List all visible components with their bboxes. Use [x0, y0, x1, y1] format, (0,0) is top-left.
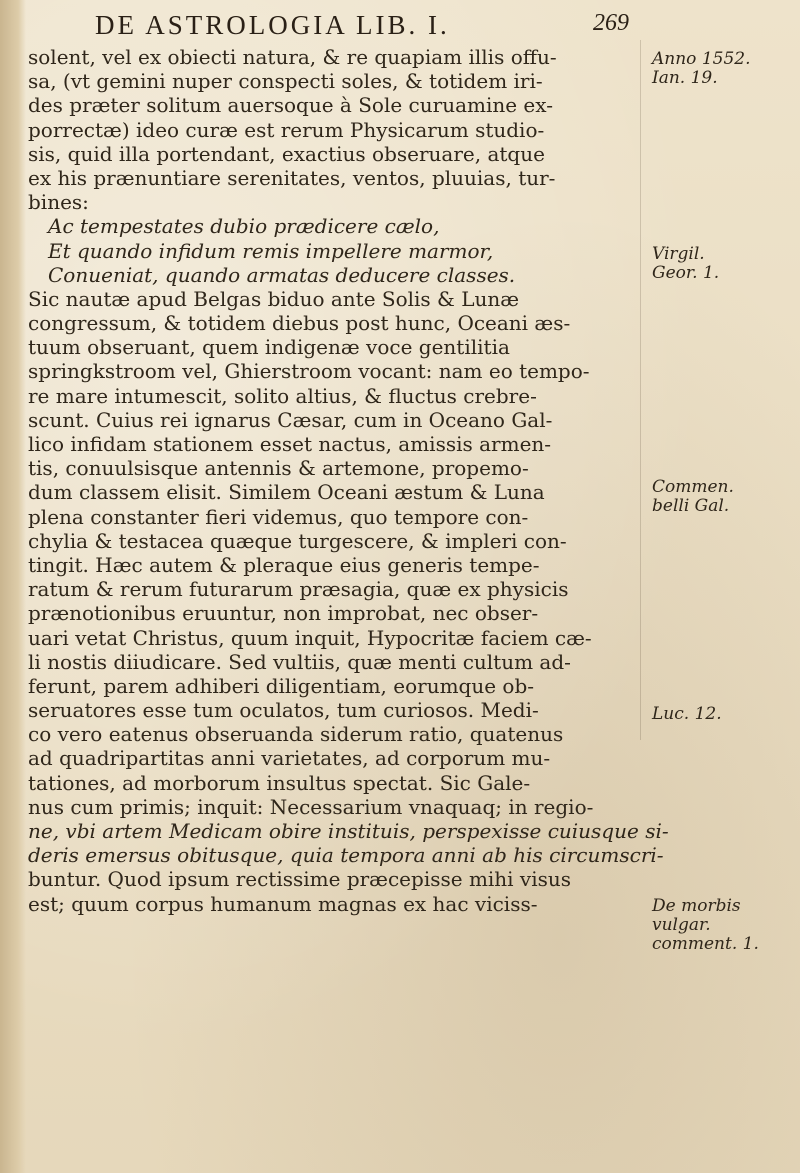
- margin-note-line: Anno 1552.: [652, 49, 751, 69]
- margin-note-line: Commen.: [652, 477, 734, 497]
- page-gutter: [0, 0, 26, 1173]
- text-line: ad quadripartitas anni varietates, ad corporum mu-: [28, 746, 551, 771]
- text-line: prænotionibus eruuntur, non improbat, nec obser-: [28, 601, 539, 626]
- body-text: [28, 45, 669, 916]
- text-line: Sic nautæ apud Belgas biduo ante Solis & Lunæ: [28, 286, 520, 311]
- text-line: buntur. Quod ipsum rectissime præcepisse mihi visus: [28, 867, 572, 892]
- text-line: co vero eatenus obseruanda siderum ratio, quatenus: [28, 722, 564, 747]
- margin-note-caesar: [652, 478, 800, 516]
- text-line: li nostis diiudicare. Sed vultiis, quæ menti cultum ad-: [28, 649, 571, 674]
- text-line: tis, conuulsisque antennis & artemone, propemo-: [28, 456, 529, 481]
- text-line: plena constanter fieri videmus, quo tempore con-: [28, 504, 529, 529]
- text-line: seruatores esse tum oculatos, tum curiosos. Medi-: [28, 698, 539, 723]
- margin-note-line: De morbis: [652, 896, 741, 916]
- text-line: sis, quid illa portendant, exactius obseruare, atque: [28, 141, 545, 166]
- text-line: bines:: [28, 190, 89, 215]
- verse-line: Conueniat, quando armatas deducere classes.: [48, 262, 516, 287]
- text-line: porrectæ) ideo curæ est rerum Physicarum studio-: [28, 117, 545, 142]
- text-line: springkstroom vel, Ghierstroom vocant: nam eo tempo-: [28, 359, 590, 384]
- text-line: ex his prænuntiare serenitates, ventos, pluuias, tur-: [28, 165, 556, 190]
- text-line: dum classem elisit. Similem Oceani æstum & Luna: [28, 480, 545, 505]
- text-line: congressum, & totidem diebus post hunc, Oceani æs-: [28, 311, 571, 336]
- text-line: ne, vbi artem Medicam obire instituis, perspexisse cuiusque si-: [28, 819, 669, 843]
- text-line: lico infidam stationem esset nactus, amissis armen-: [28, 432, 552, 456]
- margin-note-line: Geor. 1.: [652, 263, 720, 283]
- margin-note-line: vulgar.: [652, 915, 711, 935]
- text-line: sa, (vt gemini nuper conspecti soles, & totidem iri-: [28, 69, 543, 94]
- page-number: 269: [593, 10, 629, 36]
- margin-note-luke: [652, 705, 800, 724]
- margin-note-line: belli Gal.: [652, 496, 730, 516]
- verse-line: Ac tempestates dubio prædicere cælo,: [48, 214, 440, 239]
- verse-line: Et quando infidum remis impellere marmor,: [48, 238, 494, 263]
- text-line: tationes, ad morborum insultus spectat. Sic Gale-: [28, 770, 531, 795]
- text-line: deris emersus obitusque, quia tempora anni ab his circumscri-: [28, 843, 664, 868]
- text-line: ferunt, parem adhiberi diligentiam, eorumque ob-: [28, 673, 535, 698]
- margin-note-line: Luc. 12.: [652, 704, 722, 724]
- text-line: chylia & testacea quæque turgescere, & impleri con-: [28, 528, 567, 553]
- text-line: tingit. Hæc autem & pleraque eius generis tempe-: [28, 552, 540, 577]
- text-line: scunt. Cuius rei ignarus Cæsar, cum in Oceano Gal-: [28, 407, 553, 432]
- text-line: nus cum primis; inquit: Necessarium vnaquaq; in regio-: [28, 794, 594, 819]
- margin-note-line: Ian. 19.: [652, 68, 718, 88]
- margin-note-date: [652, 50, 800, 88]
- text-line: uari vetat Christus, quum inquit, Hypocritæ faciem cæ-: [28, 625, 592, 650]
- text-line: re mare intumescit, solito altius, & fluctus crebre-: [28, 383, 537, 408]
- text-line: tuum obseruant, quem indigenæ voce gentilitia: [28, 335, 510, 360]
- margin-note-line: Virgil.: [652, 244, 705, 264]
- running-header: [95, 10, 655, 41]
- margin-note-galen: [652, 897, 800, 954]
- text-line: ratum & rerum futurarum præsagia, quæ ex physicis: [28, 577, 569, 602]
- margin-note-line: comment. 1.: [652, 934, 759, 954]
- text-line: solent, vel ex obiecti natura, & re quapiam illis offu-: [28, 45, 557, 69]
- running-title: DE ASTROLOGIA LIB. I.: [95, 10, 450, 40]
- text-line: est; quum corpus humanum magnas ex hac viciss-: [28, 891, 538, 916]
- margin-note-virgil: [652, 245, 800, 283]
- text-line: des præter solitum auersoque à Sole curuamine ex-: [28, 93, 553, 118]
